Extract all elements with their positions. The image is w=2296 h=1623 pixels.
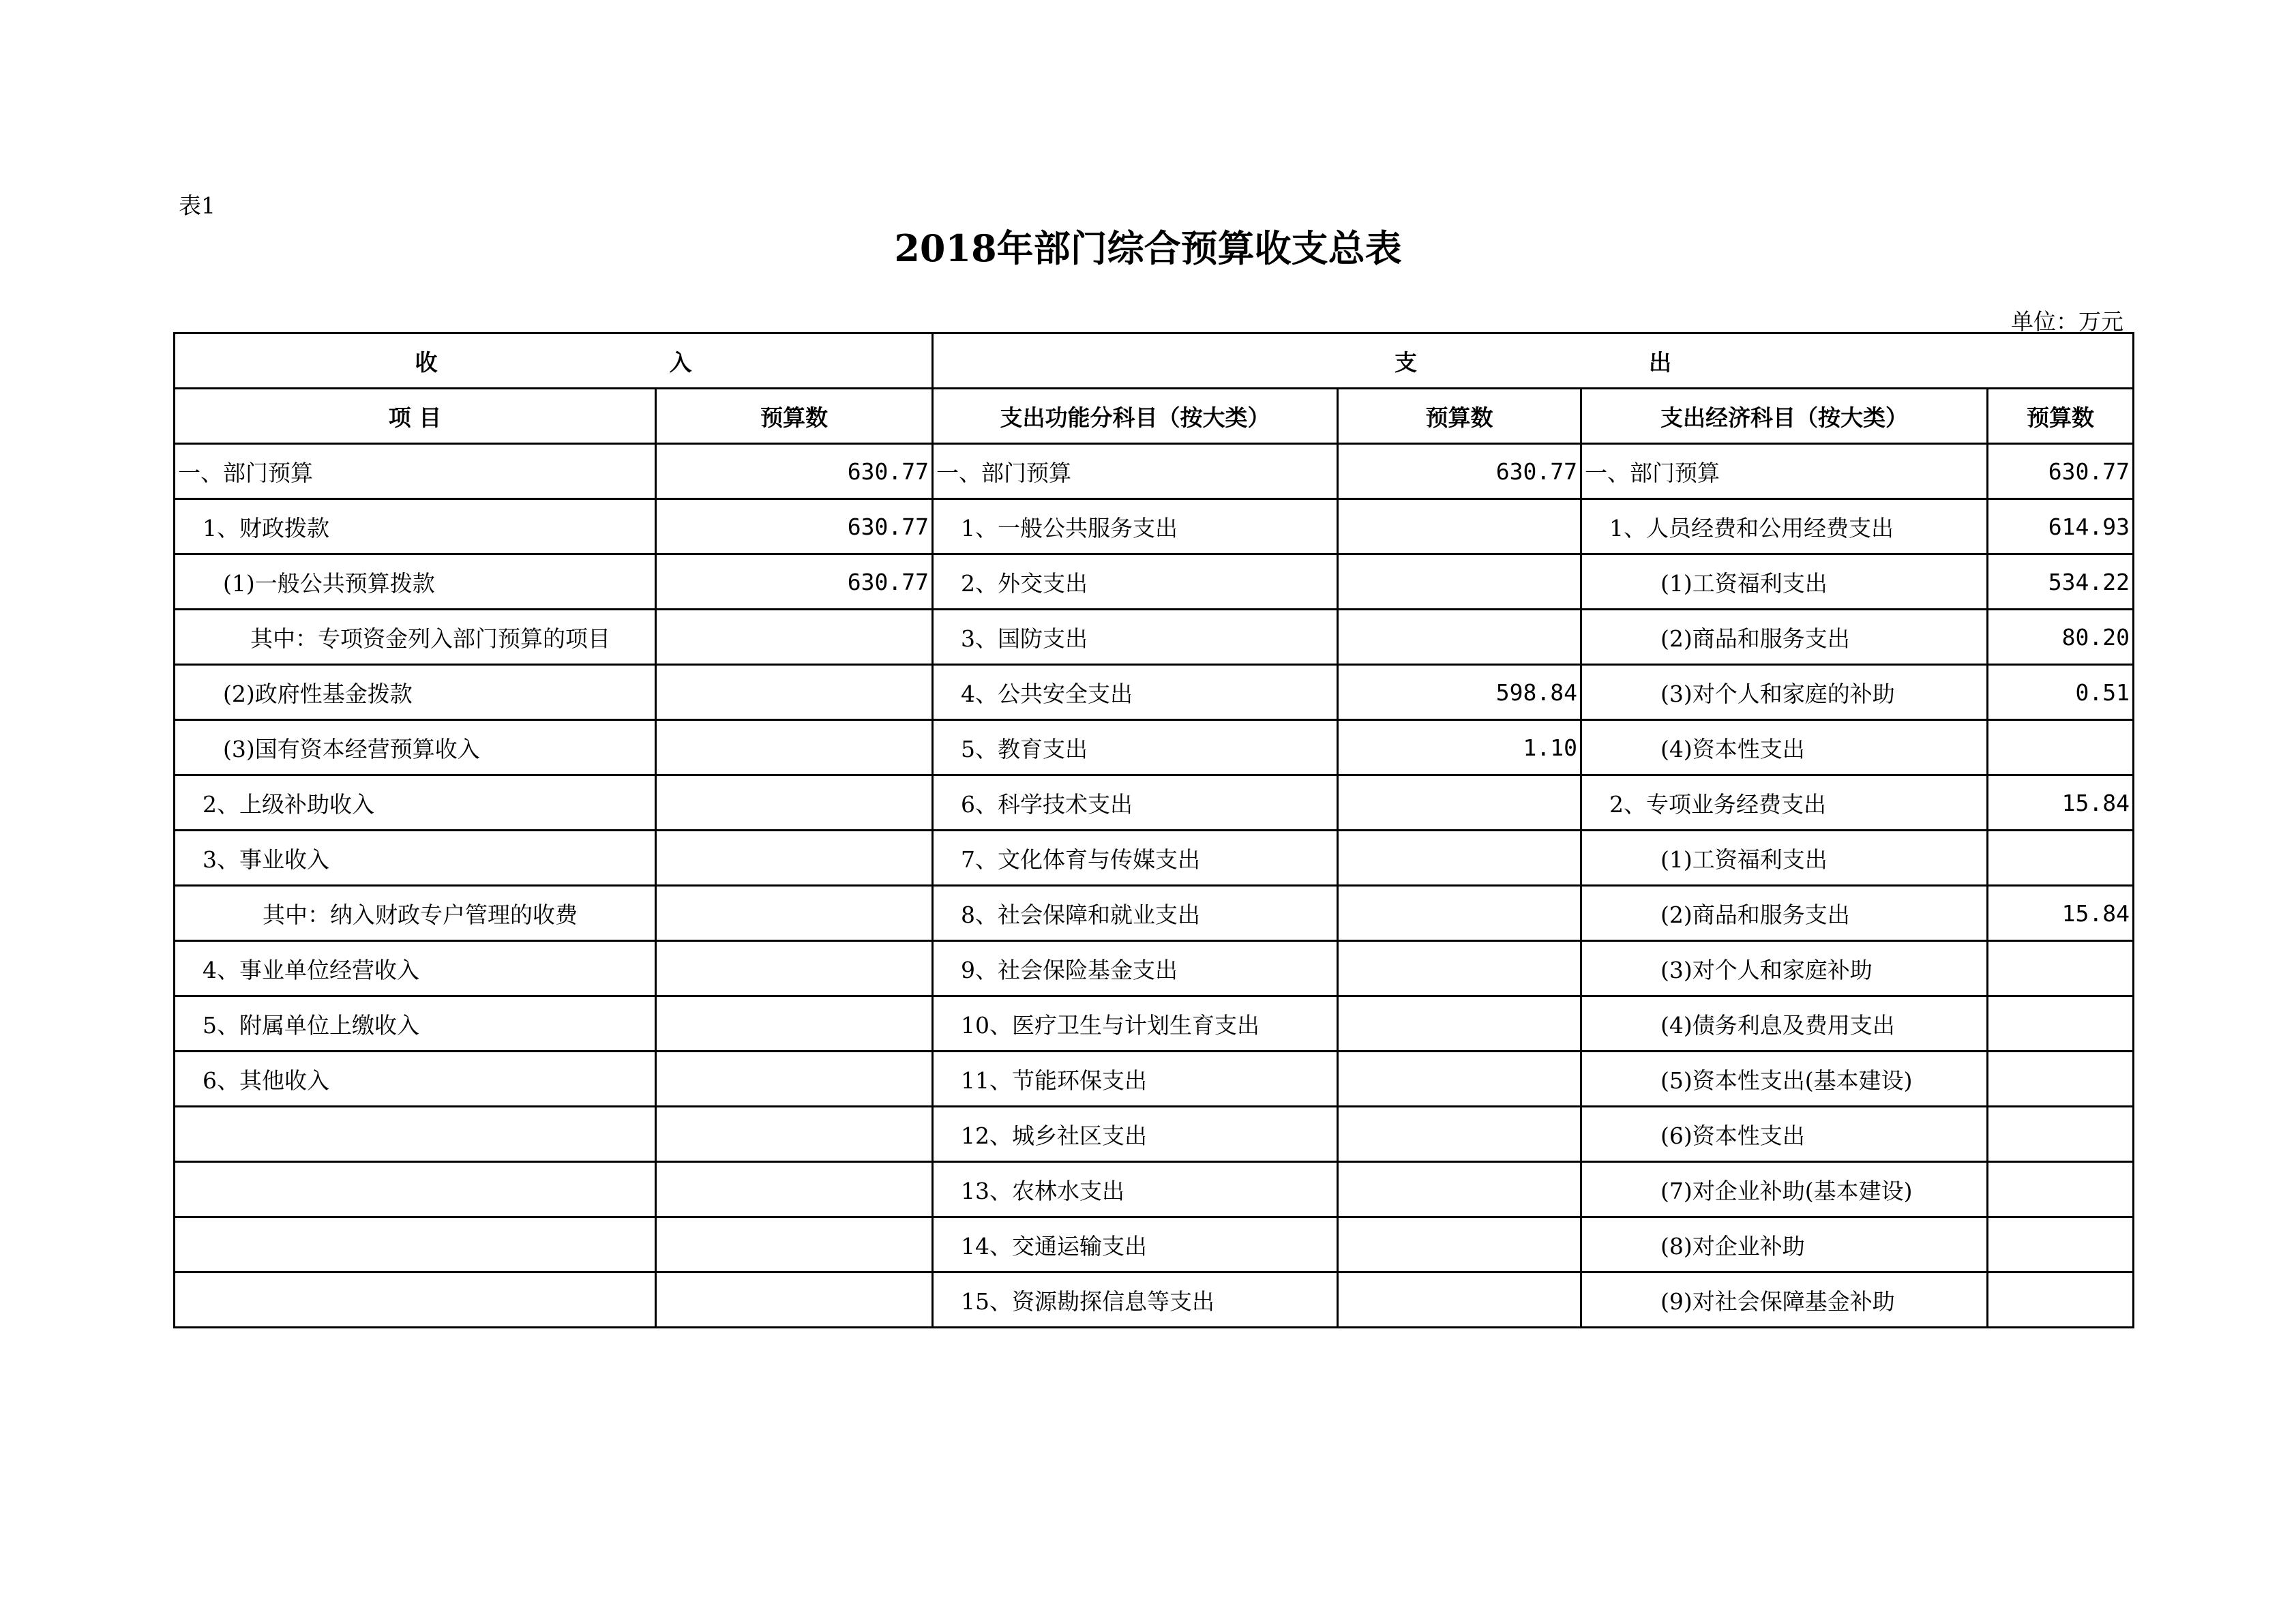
economic-item-cell: 1、人员经费和公用经费支出 <box>1581 499 1988 554</box>
table-row <box>175 1272 2134 1328</box>
function-amount-cell <box>1338 1217 1581 1272</box>
income-item-cell: (1)一般公共预算拨款 <box>175 554 656 610</box>
economic-amount-cell: 0.51 <box>1988 665 2134 720</box>
economic-item-cell: (2)商品和服务支出 <box>1581 610 1988 665</box>
economic-item-cell: (5)资本性支出(基本建设) <box>1581 1052 1988 1107</box>
income-item-cell: 4、事业单位经营收入 <box>175 941 656 996</box>
budget-summary-table <box>173 332 2134 1328</box>
function-item-cell: 6、科学技术支出 <box>933 775 1338 831</box>
economic-amount-cell: 80.20 <box>1988 610 2134 665</box>
table-row <box>175 554 2134 610</box>
column-header-economic-amount: 预算数 <box>1988 389 2134 444</box>
income-item-cell: 3、事业收入 <box>175 831 656 886</box>
function-amount-cell <box>1338 1052 1581 1107</box>
function-item-cell: 8、社会保障和就业支出 <box>933 886 1338 941</box>
economic-amount-cell <box>1988 720 2134 775</box>
income-group-char-2: 入 <box>669 348 692 376</box>
economic-item-cell: 一、部门预算 <box>1581 444 1988 499</box>
economic-amount-cell <box>1988 996 2134 1052</box>
table-body <box>175 444 2134 1328</box>
income-amount-cell <box>656 941 933 996</box>
unit-label: 单位：万元 <box>2011 308 2123 335</box>
economic-item-cell: (3)对个人和家庭补助 <box>1581 941 1988 996</box>
economic-amount-cell: 534.22 <box>1988 554 2134 610</box>
economic-amount-cell: 630.77 <box>1988 444 2134 499</box>
function-amount-cell <box>1338 499 1581 554</box>
economic-item-cell: (7)对企业补助(基本建设) <box>1581 1162 1988 1217</box>
income-item-cell: (2)政府性基金拨款 <box>175 665 656 720</box>
column-header-function-amount: 预算数 <box>1338 389 1581 444</box>
column-header-item: 项 目 <box>175 389 656 444</box>
economic-item-cell: (4)债务利息及费用支出 <box>1581 996 1988 1052</box>
income-item-cell <box>175 1217 656 1272</box>
economic-amount-cell: 15.84 <box>1988 775 2134 831</box>
income-item-cell <box>175 1107 656 1162</box>
expense-group-char-2: 出 <box>1649 348 1671 376</box>
function-item-cell: 14、交通运输支出 <box>933 1217 1338 1272</box>
economic-item-cell: (1)工资福利支出 <box>1581 831 1988 886</box>
function-item-cell: 15、资源勘探信息等支出 <box>933 1272 1338 1328</box>
table-row <box>175 1217 2134 1272</box>
table-row <box>175 996 2134 1052</box>
income-amount-cell <box>656 1162 933 1217</box>
income-amount-cell <box>656 1272 933 1328</box>
function-amount-cell <box>1338 1162 1581 1217</box>
function-amount-cell: 630.77 <box>1338 444 1581 499</box>
table-row <box>175 775 2134 831</box>
economic-amount-cell <box>1988 1162 2134 1217</box>
economic-amount-cell <box>1988 1272 2134 1328</box>
income-item-cell: 其中：纳入财政专户管理的收费 <box>175 886 656 941</box>
economic-item-cell: (6)资本性支出 <box>1581 1107 1988 1162</box>
income-amount-cell: 630.77 <box>656 554 933 610</box>
table-row <box>175 1052 2134 1107</box>
function-item-cell: 2、外交支出 <box>933 554 1338 610</box>
economic-item-cell: (2)商品和服务支出 <box>1581 886 1988 941</box>
function-amount-cell <box>1338 1272 1581 1328</box>
function-item-cell: 3、国防支出 <box>933 610 1338 665</box>
income-amount-cell <box>656 1052 933 1107</box>
economic-amount-cell <box>1988 831 2134 886</box>
function-amount-cell <box>1338 941 1581 996</box>
function-item-cell: 4、公共安全支出 <box>933 665 1338 720</box>
income-amount-cell <box>656 610 933 665</box>
economic-item-cell: (9)对社会保障基金补助 <box>1581 1272 1988 1328</box>
column-header-economic-item: 支出经济科目（按大类） <box>1581 389 1988 444</box>
function-amount-cell <box>1338 996 1581 1052</box>
income-amount-cell <box>656 1217 933 1272</box>
income-item-cell: 一、部门预算 <box>175 444 656 499</box>
function-amount-cell <box>1338 1107 1581 1162</box>
table-row <box>175 499 2134 554</box>
economic-amount-cell: 614.93 <box>1988 499 2134 554</box>
income-item-cell <box>175 1272 656 1328</box>
table-row <box>175 831 2134 886</box>
income-item-cell: 1、财政拨款 <box>175 499 656 554</box>
function-amount-cell: 598.84 <box>1338 665 1581 720</box>
column-header-income-amount: 预算数 <box>656 389 933 444</box>
income-item-cell: 5、附属单位上缴收入 <box>175 996 656 1052</box>
economic-item-cell: (1)工资福利支出 <box>1581 554 1988 610</box>
function-item-cell: 12、城乡社区支出 <box>933 1107 1338 1162</box>
function-item-cell: 5、教育支出 <box>933 720 1338 775</box>
function-amount-cell <box>1338 831 1581 886</box>
economic-item-cell: (4)资本性支出 <box>1581 720 1988 775</box>
income-amount-cell <box>656 831 933 886</box>
income-group-header <box>175 333 933 389</box>
table-row <box>175 1162 2134 1217</box>
income-group-char-1: 收 <box>415 348 438 376</box>
economic-amount-cell <box>1988 941 2134 996</box>
income-item-cell: 其中：专项资金列入部门预算的项目 <box>175 610 656 665</box>
economic-item-cell: (3)对个人和家庭的补助 <box>1581 665 1988 720</box>
economic-item-cell: 2、专项业务经费支出 <box>1581 775 1988 831</box>
table-row <box>175 610 2134 665</box>
income-amount-cell <box>656 886 933 941</box>
function-amount-cell <box>1338 554 1581 610</box>
expense-group-header <box>933 333 2134 389</box>
income-amount-cell <box>656 996 933 1052</box>
function-item-cell: 11、节能环保支出 <box>933 1052 1338 1107</box>
economic-amount-cell <box>1988 1107 2134 1162</box>
function-amount-cell: 1.10 <box>1338 720 1581 775</box>
table-row <box>175 1107 2134 1162</box>
income-amount-cell <box>656 1107 933 1162</box>
income-item-cell: (3)国有资本经营预算收入 <box>175 720 656 775</box>
table-row <box>175 444 2134 499</box>
function-item-cell: 10、医疗卫生与计划生育支出 <box>933 996 1338 1052</box>
column-header-function-item: 支出功能分科目（按大类） <box>933 389 1338 444</box>
function-item-cell: 1、一般公共服务支出 <box>933 499 1338 554</box>
economic-amount-cell: 15.84 <box>1988 886 2134 941</box>
economic-amount-cell <box>1988 1052 2134 1107</box>
income-amount-cell: 630.77 <box>656 444 933 499</box>
income-item-cell <box>175 1162 656 1217</box>
income-amount-cell <box>656 665 933 720</box>
function-amount-cell <box>1338 775 1581 831</box>
economic-item-cell: (8)对企业补助 <box>1581 1217 1988 1272</box>
income-amount-cell <box>656 775 933 831</box>
income-item-cell: 6、其他收入 <box>175 1052 656 1107</box>
function-item-cell: 13、农林水支出 <box>933 1162 1338 1217</box>
expense-group-char-1: 支 <box>1395 348 1417 376</box>
function-item-cell: 一、部门预算 <box>933 444 1338 499</box>
table-row <box>175 665 2134 720</box>
group-header-row <box>175 333 2134 389</box>
table-row <box>175 941 2134 996</box>
economic-amount-cell <box>1988 1217 2134 1272</box>
column-header-row <box>175 389 2134 444</box>
income-amount-cell <box>656 720 933 775</box>
function-item-cell: 7、文化体育与传媒支出 <box>933 831 1338 886</box>
table-row <box>175 720 2134 775</box>
function-item-cell: 9、社会保险基金支出 <box>933 941 1338 996</box>
income-item-cell: 2、上级补助收入 <box>175 775 656 831</box>
function-amount-cell <box>1338 610 1581 665</box>
income-amount-cell: 630.77 <box>656 499 933 554</box>
function-amount-cell <box>1338 886 1581 941</box>
table-label: 表1 <box>179 192 215 219</box>
table-row <box>175 886 2134 941</box>
document-title: 2018年部门综合预算收支总表 <box>894 226 1402 270</box>
